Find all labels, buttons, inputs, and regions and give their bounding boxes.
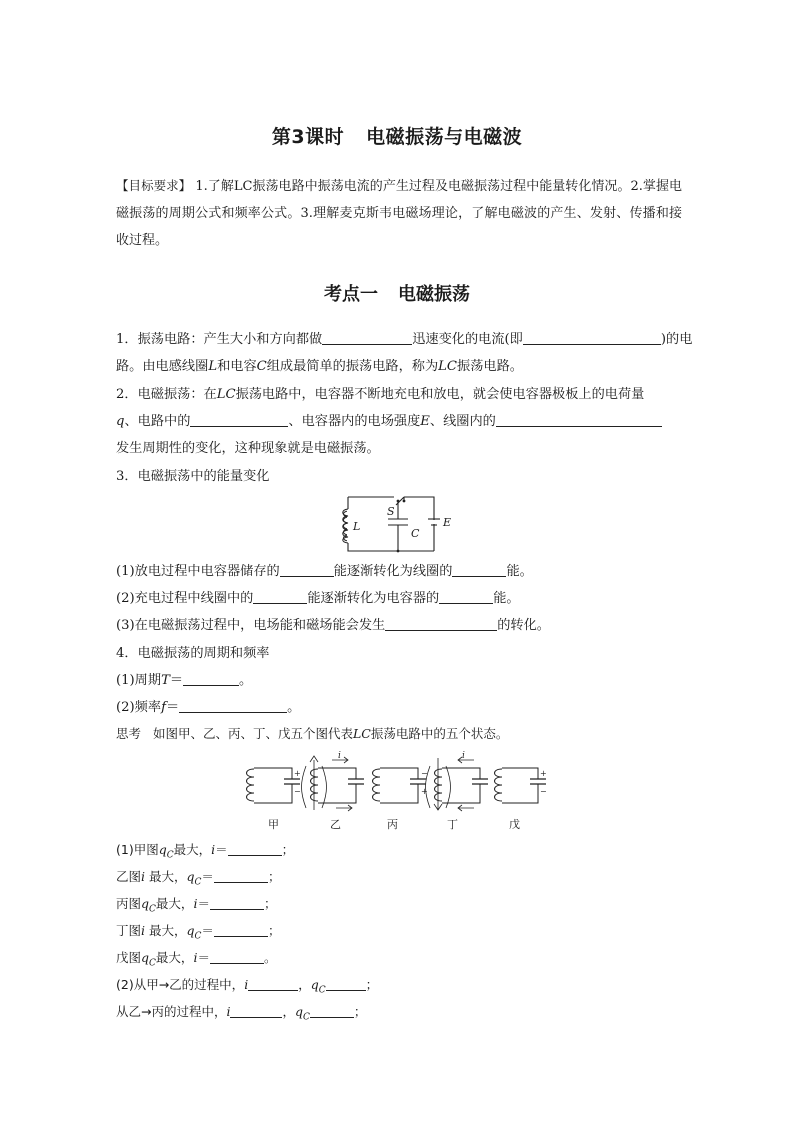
symbol-q: q bbox=[295, 1004, 304, 1019]
symbol-LC: LC bbox=[352, 726, 371, 741]
symbol-i: i bbox=[193, 896, 198, 911]
q-text: 最大， bbox=[149, 923, 187, 938]
subscript-c: C bbox=[194, 877, 202, 888]
item2-text-b: 振荡电路中，电容器不断地充电和放电，就会使电容器极板上的电荷量 bbox=[235, 387, 645, 402]
symbol-q: q bbox=[186, 923, 195, 938]
item1-text-g: 振荡电路。 bbox=[457, 359, 523, 374]
frequency-label: (2)频率 bbox=[116, 700, 162, 715]
item2-text-c: 、电路中的 bbox=[124, 414, 191, 429]
section-name: 电磁振荡 bbox=[398, 284, 470, 305]
energy-text: (2)充电过程中线圈中的 bbox=[116, 591, 254, 606]
think-text-b: 振荡电路中的五个状态。 bbox=[370, 726, 509, 741]
answer-blank[interactable] bbox=[210, 949, 264, 964]
answer-blank[interactable] bbox=[230, 1003, 282, 1018]
q-text: (1)甲图 bbox=[116, 842, 159, 857]
goal-tag: 【目标要求】 bbox=[116, 178, 192, 193]
q-text: 最大， bbox=[155, 896, 194, 911]
answer-blank[interactable] bbox=[326, 976, 366, 991]
subscript-c: C bbox=[149, 904, 156, 915]
answer-blank[interactable] bbox=[280, 562, 334, 577]
q-text: 。 bbox=[263, 950, 277, 965]
lc-states-figure bbox=[240, 752, 550, 812]
think-line bbox=[116, 724, 508, 744]
symbol-C: C bbox=[256, 359, 267, 374]
period-label: (1)周期 bbox=[116, 673, 162, 688]
equals-sign: ＝ bbox=[169, 673, 184, 688]
equals-sign: ＝ bbox=[215, 842, 228, 857]
item3-title-text: 3．电磁振荡中的能量变化 bbox=[116, 469, 270, 484]
equals-sign: ＝ bbox=[201, 869, 214, 884]
plus-sign: + bbox=[421, 787, 428, 796]
answer-blank[interactable] bbox=[523, 330, 661, 345]
plus-sign: + bbox=[540, 769, 547, 778]
q-text: ； bbox=[281, 842, 295, 857]
lesson-topic: 电磁振荡与电磁波 bbox=[366, 126, 523, 148]
energy-text: 能逐渐转化为电容器的 bbox=[307, 591, 440, 606]
answer-blank[interactable] bbox=[214, 868, 268, 883]
symbol-i: i bbox=[193, 950, 198, 965]
answer-blank[interactable] bbox=[183, 671, 239, 686]
answer-blank[interactable] bbox=[190, 412, 288, 427]
energy-text: 的转化。 bbox=[497, 618, 550, 633]
symbol-q: q bbox=[141, 896, 150, 911]
q-text: ， bbox=[282, 1004, 295, 1019]
symbol-q: q bbox=[310, 977, 319, 992]
state-label-yi: 乙 bbox=[330, 818, 341, 831]
minus-sign: − bbox=[540, 787, 547, 796]
label-S: S bbox=[387, 505, 395, 518]
answer-blank[interactable] bbox=[214, 922, 268, 937]
equals-sign: ＝ bbox=[197, 950, 210, 965]
subscript-c: C bbox=[318, 985, 326, 996]
energy-text: 能。 bbox=[506, 564, 533, 579]
state-label-wu: 戊 bbox=[509, 818, 520, 831]
inductor-coil bbox=[343, 509, 351, 543]
answer-blank[interactable] bbox=[385, 616, 497, 631]
label-E: E bbox=[443, 516, 452, 529]
symbol-q: q bbox=[116, 414, 125, 429]
frequency-line bbox=[116, 698, 300, 718]
question-7 bbox=[116, 1002, 366, 1028]
q-text: (2)从甲→乙的过程中， bbox=[116, 977, 245, 992]
q-text: 丁图 bbox=[116, 923, 142, 938]
equals-sign: ＝ bbox=[197, 896, 210, 911]
current-i-label: i bbox=[338, 751, 341, 761]
question-5 bbox=[116, 948, 276, 974]
symbol-i: i bbox=[141, 923, 146, 938]
q-text: 最大， bbox=[155, 950, 194, 965]
period-line bbox=[116, 671, 252, 691]
item2-line3 bbox=[116, 439, 380, 459]
subscript-c: C bbox=[303, 1012, 310, 1023]
symbol-T: T bbox=[161, 673, 170, 688]
symbol-E: E bbox=[420, 414, 430, 429]
state-yi bbox=[302, 751, 365, 811]
answer-blank[interactable] bbox=[253, 589, 307, 604]
symbol-i: i bbox=[211, 842, 216, 857]
q-text: 最大， bbox=[173, 842, 212, 857]
q-text: 戊图 bbox=[116, 950, 142, 965]
answer-blank[interactable] bbox=[228, 841, 282, 856]
state-label-bing: 丙 bbox=[387, 818, 398, 831]
energy-text: (1)放电过程中电容器储存的 bbox=[116, 564, 280, 579]
q-text: ； bbox=[263, 896, 277, 911]
answer-blank[interactable] bbox=[496, 412, 662, 427]
symbol-L: L bbox=[208, 359, 218, 374]
frequency-end: 。 bbox=[287, 700, 301, 715]
q-text: 从乙→丙的过程中， bbox=[116, 1004, 227, 1019]
equals-sign: ＝ bbox=[201, 923, 214, 938]
q-text: ， bbox=[298, 977, 311, 992]
item2-text-e: 、线圈内的 bbox=[429, 414, 496, 429]
answer-blank[interactable] bbox=[310, 1003, 354, 1018]
question-2 bbox=[116, 867, 280, 893]
symbol-LC: LC bbox=[216, 387, 236, 402]
answer-blank[interactable] bbox=[439, 589, 493, 604]
state-jia bbox=[247, 768, 301, 803]
period-end: 。 bbox=[239, 673, 253, 688]
answer-blank[interactable] bbox=[322, 330, 412, 345]
question-1 bbox=[116, 840, 294, 866]
item1-text-a: 1．振荡电路：产生大小和方向都做 bbox=[116, 332, 323, 347]
item1-text-f: 组成最简单的振荡电路，称为 bbox=[266, 359, 439, 374]
item1-line2 bbox=[116, 357, 523, 377]
current-i-label: i bbox=[462, 751, 465, 761]
q-text: ； bbox=[365, 977, 379, 992]
answer-blank[interactable] bbox=[452, 562, 506, 577]
state-label-jia: 甲 bbox=[268, 818, 279, 831]
answer-blank[interactable] bbox=[210, 895, 264, 910]
symbol-i: i bbox=[141, 869, 146, 884]
symbol-q: q bbox=[158, 842, 167, 857]
section-heading bbox=[0, 280, 794, 306]
q-text: 最大， bbox=[149, 869, 187, 884]
question-6 bbox=[116, 975, 378, 1001]
item1-text-e: 和电容 bbox=[217, 359, 257, 374]
question-4 bbox=[116, 921, 280, 947]
learning-goals bbox=[116, 172, 682, 254]
page-title bbox=[0, 122, 794, 149]
think-label: 思考 bbox=[116, 726, 142, 741]
think-text-a: 如图甲、乙、丙、丁、戊五个图代表 bbox=[152, 726, 353, 741]
state-bing bbox=[373, 768, 428, 803]
symbol-i: i bbox=[226, 1004, 231, 1019]
subscript-c: C bbox=[166, 850, 174, 861]
minus-sign: − bbox=[294, 787, 301, 796]
item2-line1 bbox=[116, 385, 644, 405]
equals-sign: ＝ bbox=[165, 700, 180, 715]
item1-text-c: )的电 bbox=[660, 332, 693, 347]
answer-blank[interactable] bbox=[248, 976, 298, 991]
label-L: L bbox=[353, 520, 361, 533]
subscript-c: C bbox=[194, 931, 202, 942]
energy-text: (3)在电磁振荡过程中，电场能和磁场能会发生 bbox=[116, 618, 386, 633]
energy-line3 bbox=[116, 616, 550, 636]
q-text: ； bbox=[267, 923, 281, 938]
symbol-i: i bbox=[244, 977, 249, 992]
item1-text-b: 迅速变化的电流(即 bbox=[412, 332, 523, 347]
symbol-f: f bbox=[161, 700, 166, 715]
goal-text: 1.了解LC振荡电路中振荡电流的产生过程及电磁振荡过程中能量转化情况。2.掌握电磁振荡的周期公式和频率公式。3.理解麦克斯韦电磁场理论，了解电磁波的产生、发射、传播和接收过程。 bbox=[116, 179, 682, 248]
energy-line1 bbox=[116, 562, 533, 582]
state-label-ding: 丁 bbox=[447, 818, 458, 831]
state-wu bbox=[495, 768, 547, 803]
minus-sign: − bbox=[421, 769, 428, 778]
answer-blank[interactable] bbox=[179, 698, 287, 713]
q-text: 乙图 bbox=[116, 869, 142, 884]
label-C: C bbox=[411, 527, 420, 540]
energy-text: 能。 bbox=[493, 591, 520, 606]
subscript-c: C bbox=[149, 958, 156, 969]
item1-line1 bbox=[116, 330, 692, 350]
q-text: ； bbox=[267, 869, 281, 884]
item4-title bbox=[116, 644, 269, 664]
symbol-LC: LC bbox=[438, 359, 458, 374]
lesson-number: 第3课时 bbox=[271, 126, 345, 148]
lc-circuit-diagram bbox=[340, 493, 460, 555]
item2-line2 bbox=[116, 412, 662, 432]
item2-text-a: 2．电磁振荡：在 bbox=[116, 387, 217, 402]
plus-sign: + bbox=[294, 769, 301, 778]
energy-text: 能逐渐转化为线圈的 bbox=[333, 564, 453, 579]
q-text: ； bbox=[353, 1004, 367, 1019]
q-text: 丙图 bbox=[116, 896, 142, 911]
symbol-q: q bbox=[141, 950, 150, 965]
item1-text-d: 路。由电感线圈 bbox=[116, 359, 209, 374]
item4-title-text: 4．电磁振荡的周期和频率 bbox=[116, 646, 270, 661]
state-ding bbox=[426, 751, 489, 811]
energy-line2 bbox=[116, 589, 520, 609]
item2-text-d: 、电容器内的电场强度 bbox=[288, 414, 421, 429]
question-3 bbox=[116, 894, 276, 920]
item3-title bbox=[116, 467, 269, 487]
section-label: 考点一 bbox=[324, 284, 378, 305]
item2-text-f: 发生周期性的变化，这种现象就是电磁振荡。 bbox=[116, 441, 380, 456]
symbol-q: q bbox=[186, 869, 195, 884]
